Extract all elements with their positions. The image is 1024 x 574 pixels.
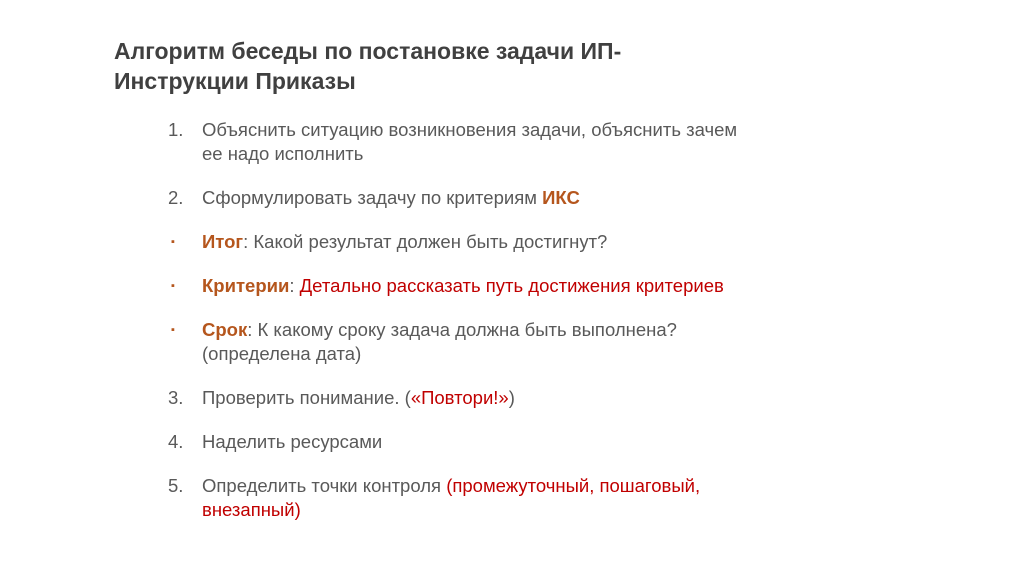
bullet-item-criteria — [168, 274, 888, 298]
bullet-label: Критерии — [202, 275, 290, 296]
list-number: 5. — [168, 475, 184, 496]
list-item-3 — [168, 386, 888, 410]
algorithm-list — [168, 118, 888, 522]
list-item-1 — [168, 118, 888, 166]
bullet-colon: : — [289, 275, 300, 296]
item-text: Определить точки контроля — [202, 475, 447, 496]
bullet-item-result — [168, 230, 888, 254]
list-item-2 — [168, 186, 888, 210]
list-number: 3. — [168, 387, 184, 408]
list-number: 4. — [168, 431, 184, 452]
title-line-2: Инструкции Приказы — [114, 68, 356, 94]
bullet-label: Итог — [202, 231, 244, 252]
item-close-paren: ) — [508, 387, 515, 408]
item-quote: «Повтори!» — [410, 387, 509, 408]
item-bold-term: ИКС — [542, 187, 580, 208]
bullet-item-deadline — [168, 318, 888, 366]
item-text-line-1: Объяснить ситуацию возникновения задачи, объяснить зачем — [202, 119, 738, 140]
item-paren-text-line-1: (промежуточный, пошаговый, — [446, 475, 701, 496]
item-paren-text-line-2: внезапный) — [202, 499, 301, 520]
bullet-icon: ▪ — [171, 324, 175, 336]
title-line-1: Алгоритм беседы по постановке задачи ИП- — [114, 38, 622, 64]
item-text: Сформулировать задачу по критериям — [202, 187, 543, 208]
list-number: 1. — [168, 119, 184, 140]
bullet-text-line-2: (определена дата) — [202, 343, 362, 364]
item-text: Проверить понимание. ( — [202, 387, 411, 408]
bullet-text: : Какой результат должен быть достигнут? — [243, 231, 608, 252]
item-text: Наделить ресурсами — [202, 431, 383, 452]
list-item-4 — [168, 430, 888, 454]
bullet-label: Срок — [202, 319, 248, 340]
bullet-text: Детально рассказать путь достижения критериев — [299, 275, 724, 296]
list-item-5 — [168, 474, 888, 522]
slide-title — [114, 36, 814, 96]
bullet-text: : К какому сроку задача должна быть выполнена? — [247, 319, 677, 340]
bullet-icon: ▪ — [171, 236, 175, 248]
item-text-line-2: ее надо исполнить — [202, 143, 364, 164]
bullet-icon: ▪ — [171, 280, 175, 292]
list-number: 2. — [168, 187, 184, 208]
